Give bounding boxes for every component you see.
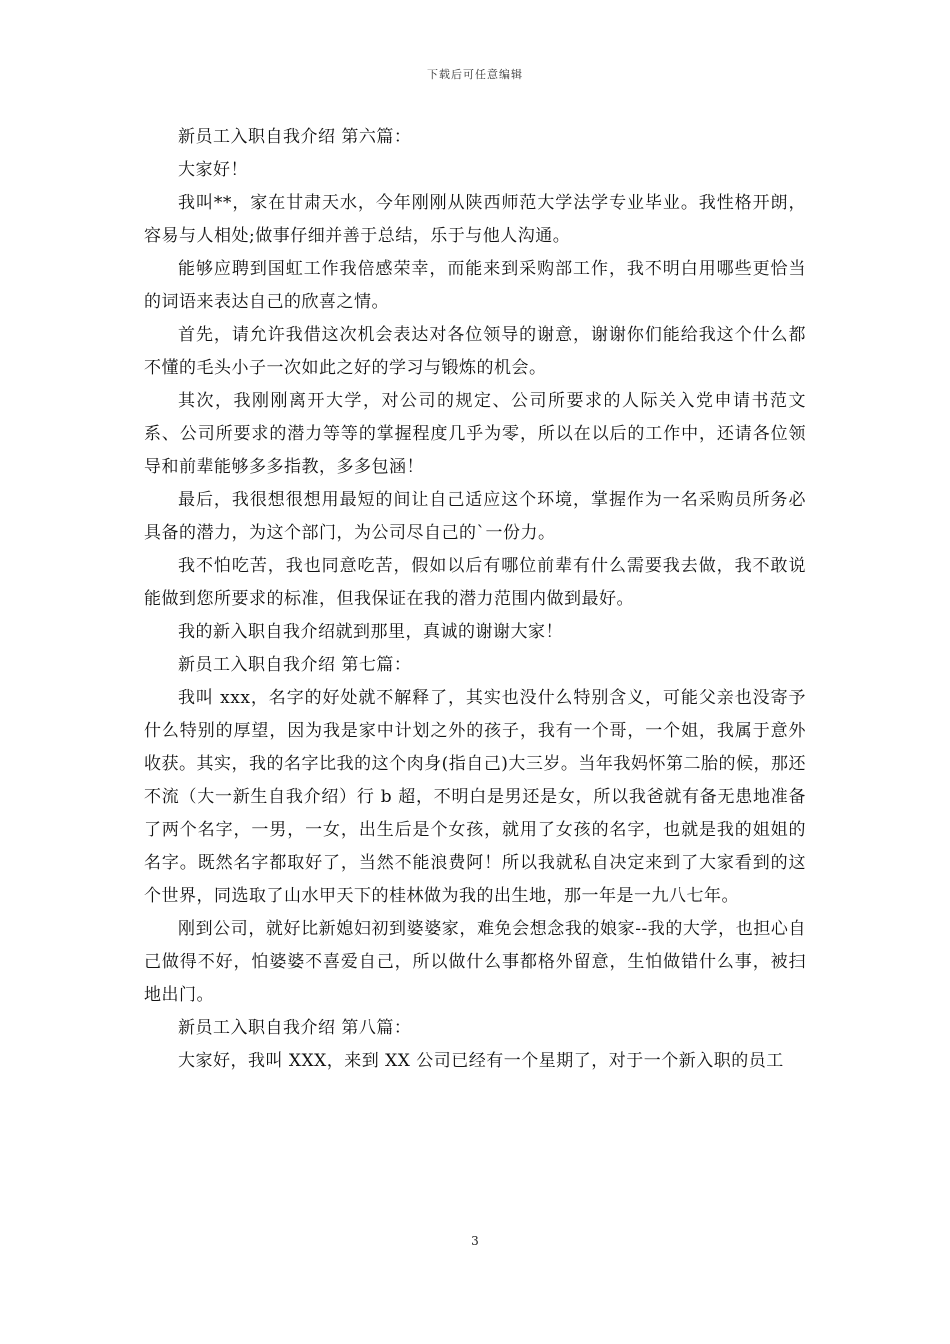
paragraph: 其次，我刚刚离开大学，对公司的规定、公司所要求的人际关入党申请书范文系、公司所要求的潜力等等的掌握程度几乎为零，所以在以后的工作中，还请各位领导和前辈能够多多指教，多多包涵！ — [144, 391, 806, 477]
paragraph: 大家好，我叫 XXX，来到 XX 公司已经有一个星期了，对于一个新入职的员工 — [178, 1051, 784, 1071]
paragraph: 最后，我很想很想用最短的间让自己适应这个环境，掌握作为一名采购员所务必具备的潜力，为这个部门，为公司尽自己的`一份力。 — [144, 490, 806, 543]
section-heading-7: 新员工入职自我介绍 第七篇： — [178, 655, 412, 675]
paragraph: 我的新入职自我介绍就到那里，真诚的谢谢大家！ — [178, 622, 563, 642]
paragraph: 大家好！ — [178, 160, 248, 180]
document-body — [144, 121, 806, 1078]
paragraph: 刚到公司，就好比新媳妇初到婆婆家，难免会想念我的娘家--我的大学，也担心自己做得不好，怕婆婆不喜爱自己，所以做什么事都格外留意，生怕做错什么事，被扫地出门。 — [144, 919, 806, 1005]
section-heading-8: 新员工入职自我介绍 第八篇： — [178, 1018, 412, 1038]
paragraph: 我不怕吃苦，我也同意吃苦，假如以后有哪位前辈有什么需要我去做，我不敢说能做到您所要求的标准，但我保证在我的潜力范围内做到最好。 — [144, 556, 806, 609]
paragraph: 我叫**，家在甘肃天水，今年刚刚从陕西师范大学法学专业毕业。我性格开朗，容易与人相处;做事仔细并善于总结，乐于与他人沟通。 — [144, 193, 806, 246]
paragraph: 能够应聘到国虹工作我倍感荣幸，而能来到采购部工作，我不明白用哪些更恰当的词语来表达自己的欣喜之情。 — [144, 259, 806, 312]
paragraph: 我叫 xxx，名字的好处就不解释了，其实也没什么特别含义，可能父亲也没寄予什么特别的厚望，因为我是家中计划之外的孩子，我有一个哥，一个姐，我属于意外收获。其实，我的名字比我的这个肉身(指自己)大三岁。当年我妈怀第二胎的候，那还不流（大一新生自我介绍）行 b 超，不明白是男还是女，所以我爸就有备无患地准备了两个名字，一男，一女，出生后是个女孩，就用了女孩的名字，也就是我的姐姐的名字。既然名字都取好了，当然不能浪费阿！所以我就私自决定来到了大家看到的这个世界，同选取了山水甲天下的桂林做为我的出生地，那一年是一九八七年。 — [144, 688, 806, 906]
section-heading-6: 新员工入职自我介绍 第六篇： — [178, 127, 412, 147]
paragraph: 首先，请允许我借这次机会表达对各位领导的谢意，谢谢你们能给我这个什么都不懂的毛头小子一次如此之好的学习与锻炼的机会。 — [144, 325, 806, 378]
page-header: 下载后可任意编辑 — [427, 68, 523, 81]
page-number: 3 — [471, 1234, 479, 1248]
